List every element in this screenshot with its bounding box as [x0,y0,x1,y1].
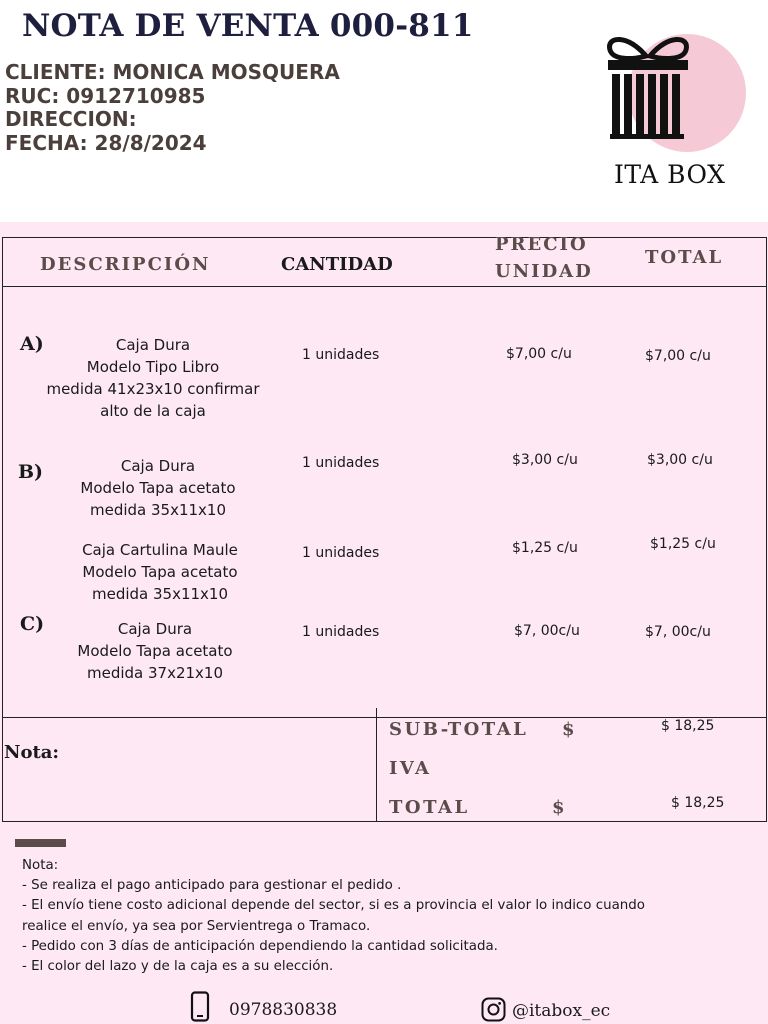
decorative-dash [15,839,66,847]
description-line: alto de la caja [100,402,206,420]
subtotal-value: $ 18,25 [661,718,715,734]
table-top-border [2,237,767,238]
subtotal-currency: $ [562,719,578,740]
description-line: Modelo Tapa acetato [82,563,238,581]
notes-title: Nota: [22,858,59,873]
nota-label: Nota: [4,742,60,763]
row-total: $3,00 c/u [647,452,713,468]
description-line: medida 41x23x10 confirmar [46,380,260,398]
phone-icon [190,991,210,1022]
description-line: Modelo Tapa acetato [77,642,233,660]
description-line: Caja Dura [117,620,193,638]
phone-number[interactable]: 0978830838 [229,1000,338,1020]
row-quantity: 1 unidades [302,455,380,471]
row-description [28,334,278,422]
row-quantity: 1 unidades [302,545,380,561]
logo-brand: ITA BOX [614,160,726,189]
row-letter: A) [20,333,44,355]
row-letter: C) [20,613,45,635]
description-line: Caja Dura [115,336,191,354]
row-description [30,618,280,684]
note-line: - El envío tiene costo adicional depende del sector, si es a provincia el valor lo indico cuando [22,898,645,914]
header-unit-price-1: PRECIO [495,234,588,255]
subtotal-label: SUB-TOTAL [389,719,529,740]
row-total: $7,00 c/u [645,348,711,364]
description-line: Modelo Tipo Libro [86,358,220,376]
table-left-border [2,237,3,822]
header-unit-price-2: UNIDAD [495,261,593,282]
note-line: - El color del lazo y de la caja es a su elección. [22,959,334,975]
date-line: FECHA: 28/8/2024 [5,131,207,155]
description-line: Modelo Tapa acetato [80,479,236,497]
note-line: realice el envío, ya sea por Servientrega o Tramaco. [22,918,371,934]
row-total: $7, 00c/u [645,624,711,640]
description-line: medida 37x21x10 [86,664,224,682]
ruc-line: RUC: 0912710985 [5,84,206,108]
iva-label: IVA [389,758,432,779]
notes-section [22,856,752,977]
description-line: Caja Cartulina Maule [82,541,238,559]
summary-divider [2,717,767,718]
note-line: - Pedido con 3 días de anticipación dependiendo la cantidad solicitada. [22,938,498,954]
instagram-handle[interactable]: @itabox_ec [512,1001,611,1021]
row-description [33,455,283,521]
header-description: DESCRIPCIÓN [40,254,211,275]
total-value: $ 18,25 [671,795,725,811]
row-quantity: 1 unidades [302,347,380,363]
description-line: medida 35x11x10 [89,501,227,519]
total-currency: $ [552,797,568,818]
row-letter: B) [18,461,44,483]
instagram-icon [481,997,506,1022]
gift-box-icon [598,30,698,145]
description-line: medida 35x11x10 [91,585,229,603]
row-unit-price: $1,25 c/u [512,540,578,556]
row-unit-price: $7, 00c/u [514,623,580,639]
note-line: - Se realiza el pago anticipado para gestionar el pedido . [22,878,402,894]
invoice-title: NOTA DE VENTA 000-811 [22,8,474,44]
address-line: DIRECCION: [5,107,137,131]
summary-vertical-divider [376,708,377,822]
table-right-border [766,237,767,822]
header-quantity: CANTIDAD [281,254,393,275]
table-bottom-border [2,821,767,822]
description-line: Caja Dura [120,457,196,475]
client-line: CLIENTE: MONICA MOSQUERA [5,60,340,84]
total-label: TOTAL [389,797,470,818]
row-unit-price: $3,00 c/u [512,452,578,468]
row-total: $1,25 c/u [650,536,716,552]
row-quantity: 1 unidades [302,624,380,640]
row-description [35,539,285,605]
header-divider [2,286,767,287]
header-total: TOTAL [645,247,724,268]
row-unit-price: $7,00 c/u [506,346,572,362]
